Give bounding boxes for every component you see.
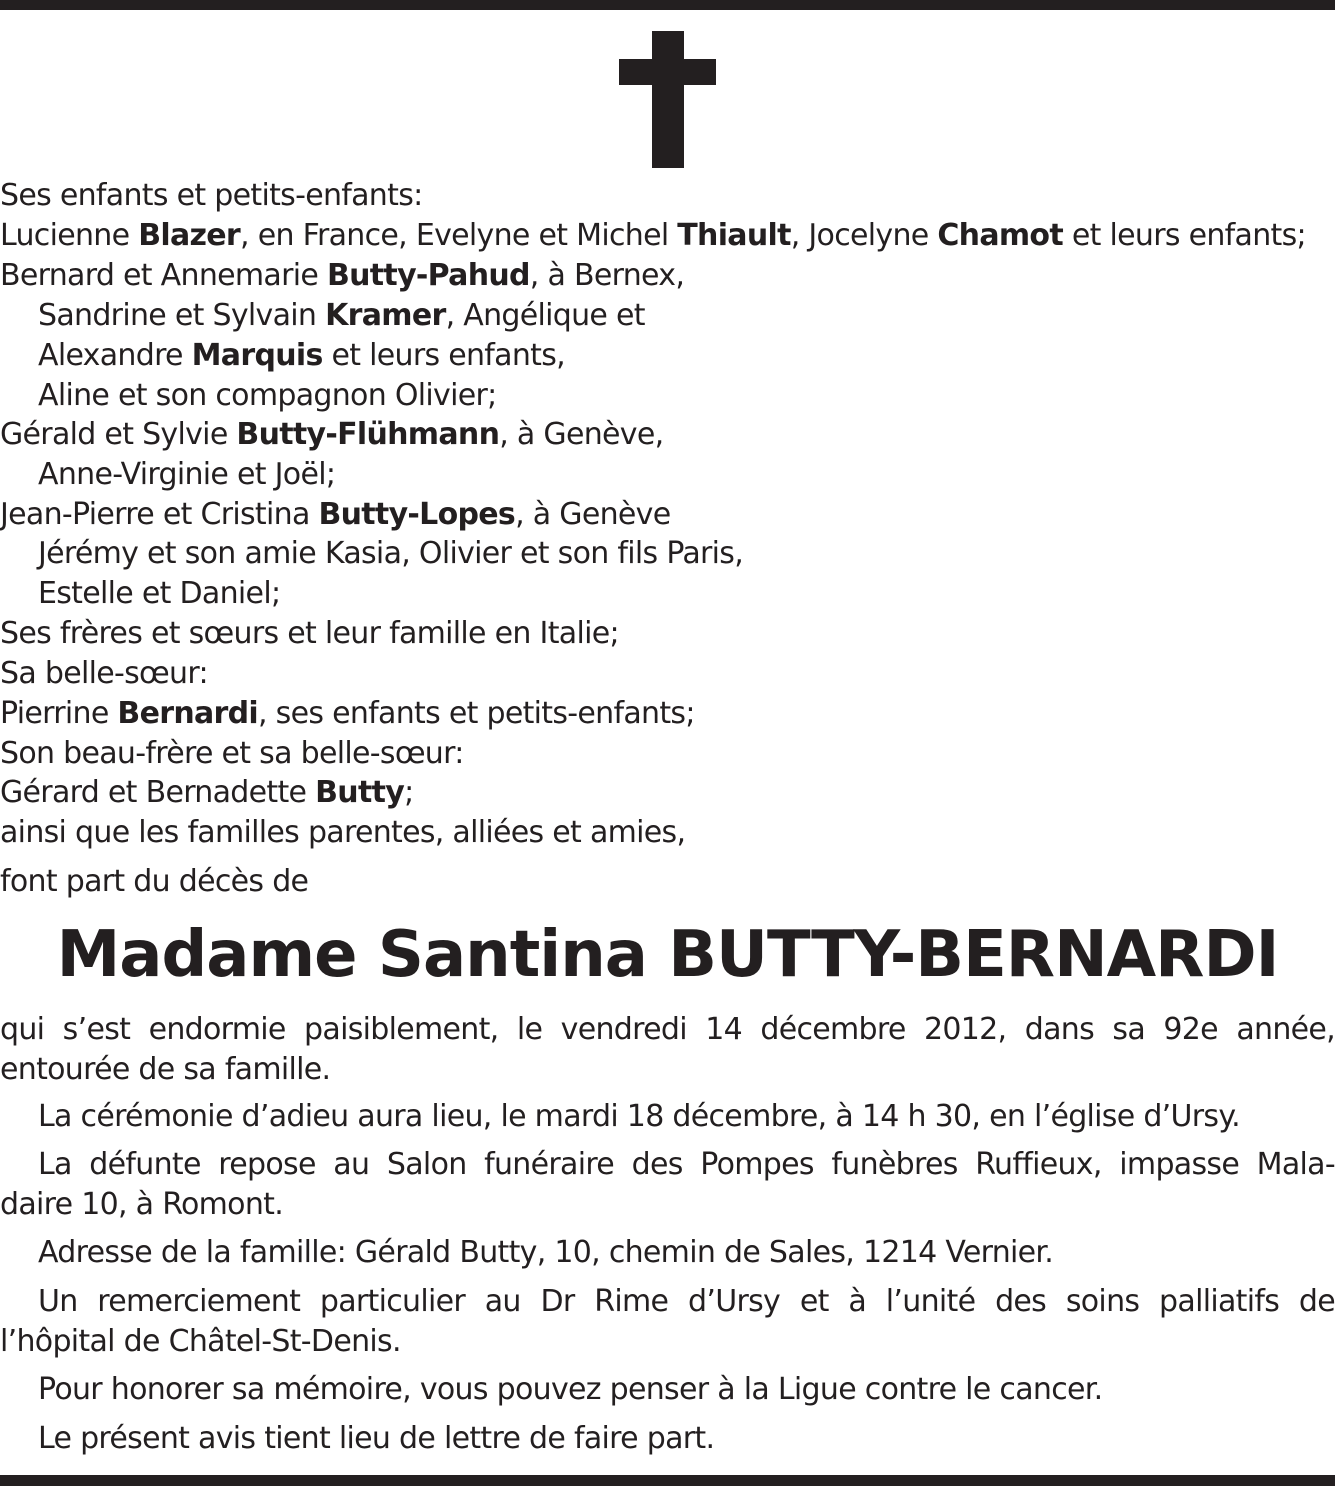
body-line: entourée de sa famille. (0, 1052, 331, 1087)
family-line: Son beau-frère et sa belle-sœur: (0, 736, 464, 771)
body-line: Un remerciement particulier au Dr Rime d’Ursy et à l’unité des soins palliatifs de (38, 1284, 1335, 1319)
family-heading: Ses enfants et petits-enfants: (0, 178, 423, 213)
body-line: daire 10, à Romont. (0, 1187, 284, 1222)
top-rule (0, 0, 1335, 10)
family-line: Sandrine et Sylvain Kramer, Angélique et (38, 298, 645, 333)
body-line: Le présent avis tient lieu de lettre de faire part. (38, 1421, 715, 1456)
family-line: Lucienne Blazer, en France, Evelyne et Michel Thiault, Jocelyne Chamot et leurs enfants; (0, 218, 1306, 253)
family-line: Anne-Virginie et Joël; (38, 457, 336, 492)
family-line: Alexandre Marquis et leurs enfants, (38, 338, 565, 373)
announcement-line: font part du décès de (0, 864, 309, 899)
family-line: Jérémy et son amie Kasia, Olivier et son fils Paris, (38, 536, 744, 571)
cross-icon (619, 31, 716, 168)
ceremony-line: La cérémonie d’adieu aura lieu, le mardi 18 décembre, à 14 h 30, en l’église d’Ursy. (38, 1099, 1240, 1134)
family-line: Gérard et Bernadette Butty; (0, 775, 414, 810)
family-line: Gérald et Sylvie Butty-Flühmann, à Genève, (0, 417, 664, 452)
deceased-name: Madame Santina BUTTY-BERNARDI (56, 918, 1279, 992)
body-line: l’hôpital de Châtel-St-Denis. (0, 1324, 401, 1359)
family-line: Jean-Pierre et Cristina Butty-Lopes, à Genève (0, 497, 671, 532)
bottom-rule (0, 1475, 1335, 1486)
family-line: Bernard et Annemarie Butty-Pahud, à Bernex, (0, 258, 685, 293)
family-line: Sa belle-sœur: (0, 656, 208, 691)
family-line: Ses frères et sœurs et leur famille en Italie; (0, 616, 619, 651)
body-line: qui s’est endormie paisiblement, le vendredi 14 décembre 2012, dans sa 92e année, (0, 1012, 1335, 1047)
family-line: ainsi que les familles parentes, alliées et amies, (0, 815, 686, 850)
body-line: Pour honorer sa mémoire, vous pouvez penser à la Ligue contre le cancer. (38, 1372, 1103, 1407)
family-line: Aline et son compagnon Olivier; (38, 378, 497, 413)
body-line: La défunte repose au Salon funéraire des Pompes funèbres Ruffieux, impasse Mala- (38, 1147, 1335, 1182)
family-line: Pierrine Bernardi, ses enfants et petits-enfants; (0, 696, 695, 731)
address-line: Adresse de la famille: Gérald Butty, 10, chemin de Sales, 1214 Vernier. (38, 1235, 1054, 1270)
family-line: Estelle et Daniel; (38, 576, 281, 611)
